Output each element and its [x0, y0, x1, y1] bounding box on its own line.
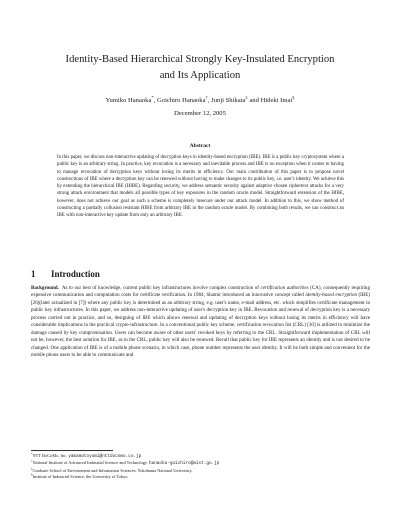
author-mark: *: [151, 94, 154, 100]
author-separator: ,: [153, 97, 158, 104]
paper-title: [40, 52, 360, 84]
author-list: [40, 96, 360, 105]
intro-text: (CA), consequently requiring expensive communication and computation costs for certificate verification. In 1984, Shamir introduced an innovative concept called: [31, 285, 370, 299]
intro-text: As to our best of knowledge, current public key infrastructures involve complex construction of: [61, 285, 261, 291]
author-separator: ,: [207, 97, 212, 104]
footnote-mark: †: [31, 458, 33, 463]
author-mark: ‡: [245, 94, 248, 100]
abstract-text: In this paper, we discuss non-interactive updating of decryption keys in identity-based encryption (IBE). IBE is a public key cryptosystem where a public key is an arbitrary string. In practice, key revocation is a necessary and inevitable process and IBE is no exception when it comes to having to manage revocation of decryption keys without losing its merits in efficiency. Our main contribution of this paper is to propose novel constructions of IBE where a decryption key can be renewed without having to make changes to its public key, i.e. user's identity. We achieve this by extending the hierarchical IBE (HIBE). Regarding security, we address semantic security against adaptive chosen ciphertext attacks for a very strong attack environment that models all possible types of key exposures in the random oracle model. Straightforward extension of the HIBE, however, does not achieve our goal as such a scheme is completely insecure under our attack model. In addition to this, we show method of constructing a partially collusion resistant HIBE from arbitrary IBE in the random oracle model. By combining both results, we can construct an IBE with non-interactive key update from only an arbitrary IBE.: [57, 155, 344, 219]
section-heading: [31, 268, 371, 280]
footnotes: [31, 453, 370, 480]
intro-paragraph: [31, 285, 370, 360]
footnote-email: yamamotoyumi@nttdocomo.co.jp: [68, 454, 142, 459]
author-name: Junji Shikata: [211, 97, 246, 104]
footnote-text: National Institute of Advanced Industrial Science and Technology.: [32, 460, 149, 466]
footnote-rule: [31, 450, 113, 451]
author-mark: §: [292, 94, 295, 100]
title-line-1: Identity-Based Hierarchical Strongly Key-Insulated Encryption: [65, 54, 335, 65]
section-number: 1: [31, 269, 36, 279]
footnote-email: hanaoka-goichiro@aist.go.jp: [148, 461, 220, 467]
intro-emphasis: certification authorities: [260, 285, 309, 291]
section-title: Introduction: [51, 269, 100, 279]
abstract-heading: Abstract: [189, 143, 211, 149]
author-name: Goichiro Hanaoka: [157, 97, 206, 104]
title-line-2: and Its Application: [159, 70, 241, 81]
author-separator: and: [247, 97, 261, 104]
footnote-mark: *: [31, 451, 33, 456]
footnote-text: NTT DoCoMo, Inc.: [32, 453, 69, 458]
footnote: [31, 474, 370, 480]
author-mark: †: [205, 94, 208, 100]
author-name: Yumiko Hanaoka: [105, 97, 152, 104]
intro-emphasis: identity-based encryption: [305, 292, 357, 299]
footnote-text: Institute of Industrial Science, the University of Tokyo.: [32, 473, 129, 479]
paper-date: December 12, 2005: [174, 110, 226, 117]
author-name: Hideki Imai: [260, 97, 293, 104]
footnote: [31, 460, 370, 467]
intro-text: (IBE) [26](later actualized in [7]) where any public key is determined as an arbitrary string, e.g. user's name, e-mail address, etc. which simplifies certificate management in public key infrastructures. In this paper, we address non-interactive updating of user's decryption key in IBE. Revocation and renewal of decryption key is a necessary process carried out in practice, and so, designing of IBE which allows renewal and updating of decryption keys without losing its merits in efficiency will have considerable implications in the practical crypto-infrastructure. In a conventional public key scheme, certification revocation list (CRL) [30] is utilized to minimize the damage caused by key compromisation. Users can become aware of other users' revoked keys by referring to the CRL. Straightforward implementation of CRL will not be, however, the best solution for IBE, as in the CRL, public key will also be renewed. Recall that public key for IBE represents an identity and is not desired to be changed. One application of IBE is of a mobile phone scenario, in which case, phone number represents the user identity. It will be both simple and convenient for the mobile phone users to be able to communicate and: [31, 292, 370, 359]
paragraph-run-in-heading: Background.: [31, 285, 59, 291]
footnote-mark: ‡: [31, 466, 33, 471]
footnote-text: Graduate School of Environment and Information Sciences, Yokohama National University.: [32, 467, 193, 473]
footnote-mark: §: [31, 472, 33, 477]
